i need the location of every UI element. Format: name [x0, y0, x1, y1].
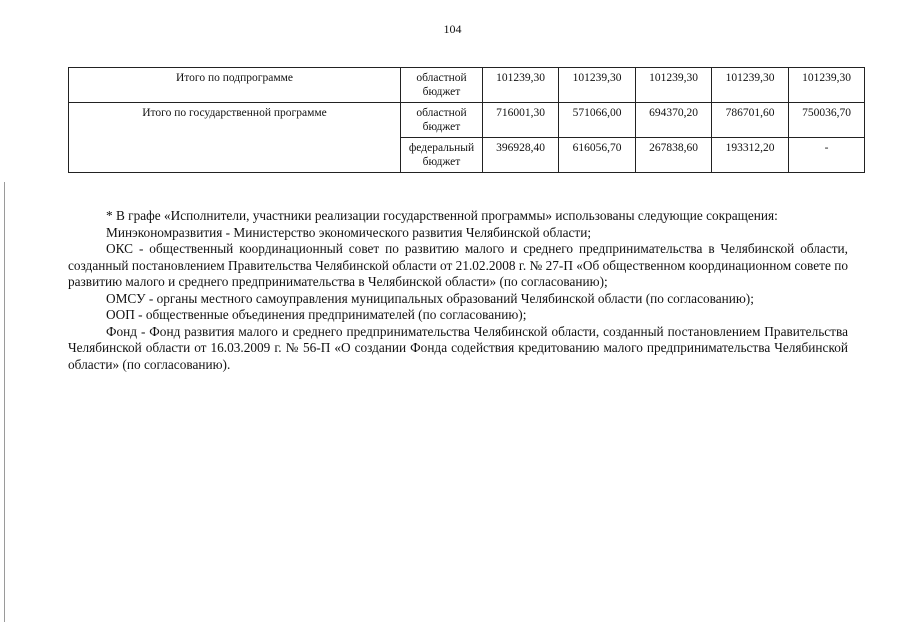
value-cell: 750036,70 — [789, 103, 865, 138]
value-cell: 616056,70 — [559, 138, 636, 173]
row-label: Итого по государственной программе — [69, 103, 401, 173]
budget-summary-table — [68, 67, 865, 173]
table-row-program-total-regional — [69, 103, 865, 138]
value-cell: 716001,30 — [483, 103, 559, 138]
value-cell: 267838,60 — [636, 138, 712, 173]
table-row-subprogram-total — [69, 68, 865, 103]
value-cell: 101239,30 — [483, 68, 559, 103]
value-cell: - — [789, 138, 865, 173]
page-number: 104 — [443, 22, 462, 36]
abbreviation-item: Минэкономразвития - Министерство экономического развития Челябинской области; — [106, 224, 592, 240]
value-cell: 786701,60 — [712, 103, 789, 138]
value-cell: 396928,40 — [483, 138, 559, 173]
left-margin-rule — [4, 182, 5, 622]
value-cell: 101239,30 — [712, 68, 789, 103]
value-cell: 101239,30 — [636, 68, 712, 103]
abbreviation-item: ООП - общественные объединения предпринимателей (по согласованию); — [106, 307, 527, 322]
abbreviation-item: ОМСУ - органы местного самоуправления муниципальных образований Челябинской области (по согласованию); — [106, 290, 754, 306]
value-cell: 101239,30 — [559, 68, 636, 103]
funding-source: областной бюджет — [401, 103, 483, 138]
funding-source: областной бюджет — [401, 68, 483, 103]
funding-source: федеральный бюджет — [401, 138, 483, 173]
abbreviation-item: Фонд - Фонд развития малого и среднего предпринимательства Челябинской области, созданный постановлением Правительства Челябинской области от 16.03.2009 г. № 56-П «О создании Фонда содействия кредитованию малого предпринимательства Челябинской области» (по согласованию). — [68, 323, 848, 372]
abbreviation-item: ОКС - общественный координационный совет по развитию малого и среднего предпринимательства в Челябинской области, созданный постановлением Правительства Челябинской области от 21.02.2008 г. № 27-П «Об общественном координационном совете по развитию малого и среднего предпринимательства в Челябинской области» (по согласованию); — [68, 241, 848, 289]
value-cell: 571066,00 — [559, 103, 636, 138]
value-cell: 101239,30 — [789, 68, 865, 103]
abbreviations-notes — [68, 208, 848, 373]
row-label: Итого по подпрограмме — [69, 68, 401, 103]
value-cell: 193312,20 — [712, 138, 789, 173]
value-cell: 694370,20 — [636, 103, 712, 138]
footnote-intro: * В графе «Исполнители, участники реализации государственной программы» использованы следующие сокращения: — [106, 208, 778, 223]
